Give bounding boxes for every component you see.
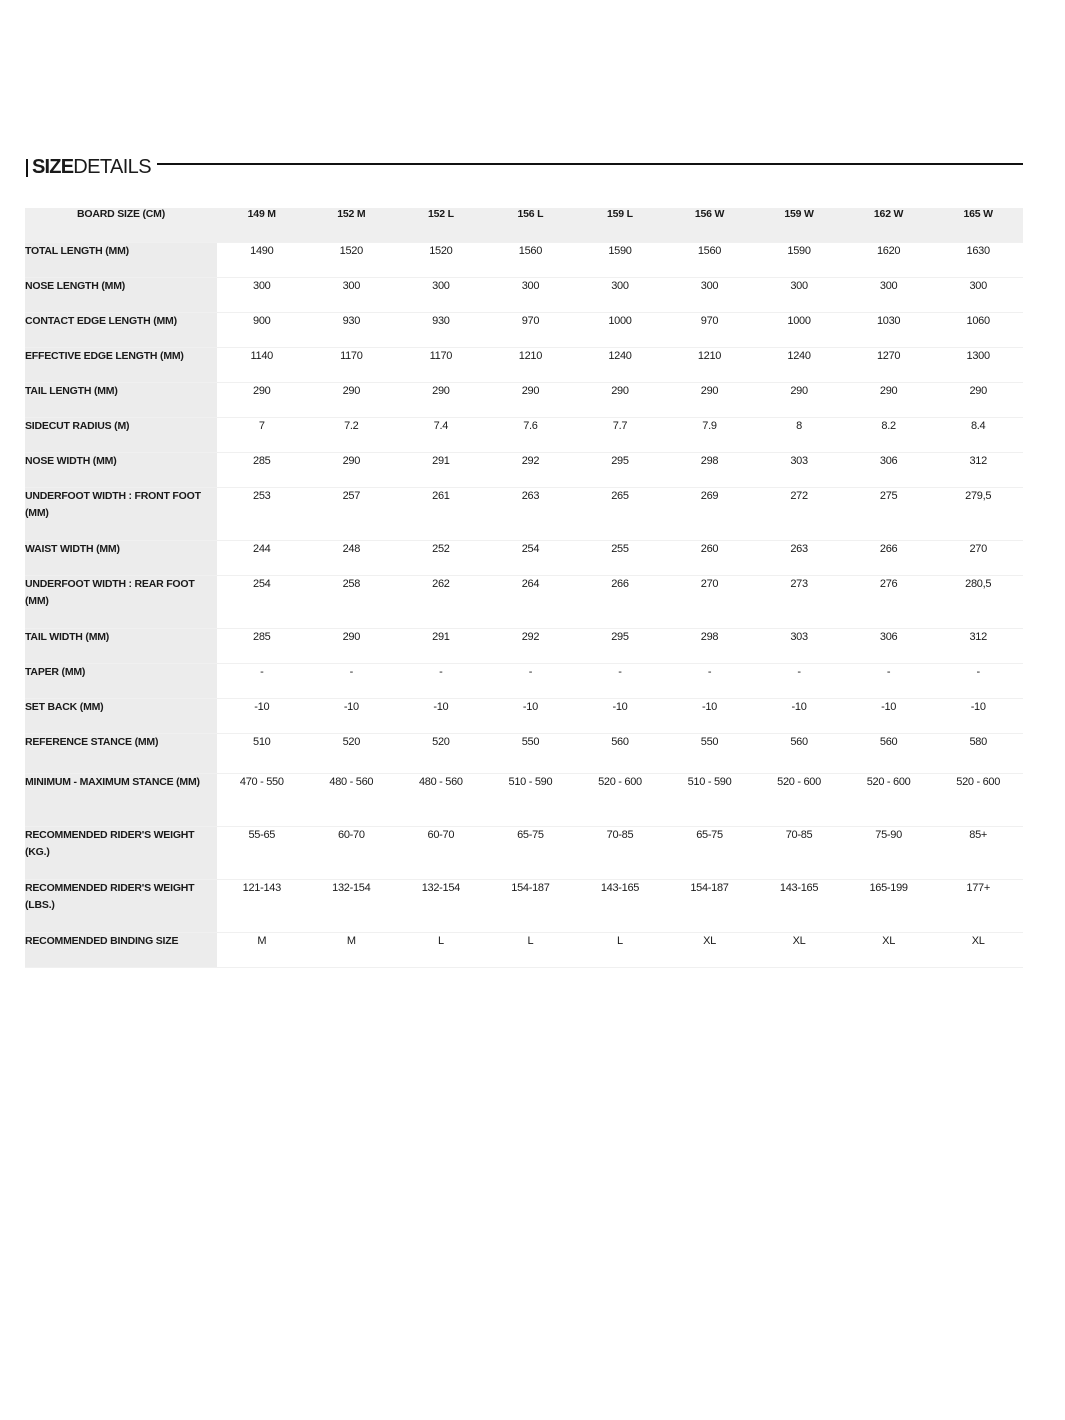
table-row [25, 774, 1023, 827]
table-cell: 265 [575, 488, 665, 541]
table-cell: 121-143 [217, 880, 307, 933]
table-cell: 290 [933, 383, 1023, 418]
table-cell: 70-85 [754, 827, 844, 880]
heading-light-text: DETAILS [73, 156, 151, 178]
column-header: 152 M [307, 208, 397, 243]
table-cell: 520 [307, 734, 397, 774]
table-cell: 1300 [933, 348, 1023, 383]
table-cell: 560 [575, 734, 665, 774]
table-cell: 303 [754, 453, 844, 488]
table-cell: M [307, 933, 397, 968]
table-row [25, 629, 1023, 664]
table-cell: 255 [575, 541, 665, 576]
table-row [25, 383, 1023, 418]
table-cell: L [575, 933, 665, 968]
table-cell: 143-165 [754, 880, 844, 933]
row-label: RECOMMENDED BINDING SIZE [25, 933, 217, 968]
table-cell: 290 [844, 383, 934, 418]
table-cell: L [396, 933, 486, 968]
table-cell: 295 [575, 453, 665, 488]
table-cell: 8 [754, 418, 844, 453]
table-cell: 290 [396, 383, 486, 418]
table-cell: 1030 [844, 313, 934, 348]
table-cell: XL [933, 933, 1023, 968]
row-label: TOTAL LENGTH (MM) [25, 243, 217, 278]
table-row [25, 699, 1023, 734]
table-cell: 7.7 [575, 418, 665, 453]
table-row [25, 278, 1023, 313]
table-cell: 7.9 [665, 418, 755, 453]
table-cell: 306 [844, 629, 934, 664]
table-cell: 970 [486, 313, 576, 348]
table-cell: - [307, 664, 397, 699]
table-cell: 273 [754, 576, 844, 629]
table-cell: 300 [665, 278, 755, 313]
row-label: UNDERFOOT WIDTH : FRONT FOOT (MM) [25, 488, 217, 541]
table-cell: 177+ [933, 880, 1023, 933]
row-label: TAIL WIDTH (MM) [25, 629, 217, 664]
table-cell: 132-154 [396, 880, 486, 933]
table-cell: 1000 [754, 313, 844, 348]
table-cell: 510 [217, 734, 307, 774]
table-cell: -10 [217, 699, 307, 734]
table-cell: 298 [665, 629, 755, 664]
table-row [25, 313, 1023, 348]
table-cell: -10 [575, 699, 665, 734]
table-cell: 290 [754, 383, 844, 418]
column-header: 159 W [754, 208, 844, 243]
heading-bold-text: SIZE [32, 156, 74, 178]
column-header: 159 L [575, 208, 665, 243]
table-cell: -10 [486, 699, 576, 734]
table-cell: 280,5 [933, 576, 1023, 629]
table-cell: 132-154 [307, 880, 397, 933]
table-cell: 270 [665, 576, 755, 629]
table-cell: 306 [844, 453, 934, 488]
row-label: RECOMMENDED RIDER'S WEIGHT (KG.) [25, 827, 217, 880]
section-heading [26, 154, 151, 180]
table-cell: 244 [217, 541, 307, 576]
table-cell: - [933, 664, 1023, 699]
table-cell: 264 [486, 576, 576, 629]
row-label: RECOMMENDED RIDER'S WEIGHT (LBS.) [25, 880, 217, 933]
table-cell: 263 [754, 541, 844, 576]
table-cell: 550 [486, 734, 576, 774]
table-cell: 1140 [217, 348, 307, 383]
table-cell: 1170 [396, 348, 486, 383]
table-cell: -10 [844, 699, 934, 734]
table-cell: 290 [307, 453, 397, 488]
table-cell: 8.2 [844, 418, 934, 453]
table-cell: - [486, 664, 576, 699]
table-cell: M [217, 933, 307, 968]
column-header: 149 M [217, 208, 307, 243]
table-cell: 300 [754, 278, 844, 313]
table-cell: 1210 [486, 348, 576, 383]
table-header-row [25, 208, 1023, 243]
table-row [25, 418, 1023, 453]
table-cell: 312 [933, 629, 1023, 664]
table-cell: 1520 [307, 243, 397, 278]
table-cell: - [575, 664, 665, 699]
table-cell: 7 [217, 418, 307, 453]
table-cell: 254 [486, 541, 576, 576]
table-cell: 520 - 600 [575, 774, 665, 827]
row-label: TAIL LENGTH (MM) [25, 383, 217, 418]
table-cell: 276 [844, 576, 934, 629]
table-cell: 254 [217, 576, 307, 629]
table-cell: 60-70 [396, 827, 486, 880]
table-cell: 258 [307, 576, 397, 629]
table-cell: XL [754, 933, 844, 968]
table-cell: 266 [844, 541, 934, 576]
table-cell: 303 [754, 629, 844, 664]
table-cell: 1560 [665, 243, 755, 278]
table-cell: 1590 [575, 243, 665, 278]
table-cell: 290 [575, 383, 665, 418]
table-cell: 257 [307, 488, 397, 541]
table-cell: 291 [396, 453, 486, 488]
row-label: WAIST WIDTH (MM) [25, 541, 217, 576]
table-corner-header: BOARD SIZE (CM) [25, 208, 217, 243]
table-cell: 520 [396, 734, 486, 774]
table-cell: 300 [396, 278, 486, 313]
table-cell: 266 [575, 576, 665, 629]
table-cell: 480 - 560 [396, 774, 486, 827]
table-cell: 75-90 [844, 827, 934, 880]
table-cell: 470 - 550 [217, 774, 307, 827]
table-row [25, 664, 1023, 699]
table-cell: 261 [396, 488, 486, 541]
column-header: 162 W [844, 208, 934, 243]
column-header: 152 L [396, 208, 486, 243]
row-label: TAPER (MM) [25, 664, 217, 699]
table-cell: 285 [217, 629, 307, 664]
table-cell: - [665, 664, 755, 699]
table-cell: 1620 [844, 243, 934, 278]
table-cell: 290 [486, 383, 576, 418]
table-cell: 291 [396, 629, 486, 664]
table-row [25, 488, 1023, 541]
table-cell: 154-187 [486, 880, 576, 933]
table-cell: 930 [307, 313, 397, 348]
column-header: 156 L [486, 208, 576, 243]
table-row [25, 348, 1023, 383]
table-cell: - [844, 664, 934, 699]
table-cell: 970 [665, 313, 755, 348]
table-cell: 253 [217, 488, 307, 541]
table-cell: -10 [665, 699, 755, 734]
table-cell: 300 [307, 278, 397, 313]
table-cell: 1000 [575, 313, 665, 348]
table-row [25, 541, 1023, 576]
table-cell: 1490 [217, 243, 307, 278]
table-cell: 292 [486, 629, 576, 664]
row-label: NOSE WIDTH (MM) [25, 453, 217, 488]
table-cell: -10 [307, 699, 397, 734]
table-cell: 900 [217, 313, 307, 348]
table-cell: 7.4 [396, 418, 486, 453]
table-cell: 510 - 590 [665, 774, 755, 827]
table-cell: L [486, 933, 576, 968]
table-cell: XL [665, 933, 755, 968]
table-cell: 300 [844, 278, 934, 313]
row-label: CONTACT EDGE LENGTH (MM) [25, 313, 217, 348]
table-cell: 260 [665, 541, 755, 576]
heading-accent-bar [26, 159, 28, 177]
table-cell: 285 [217, 453, 307, 488]
table-row [25, 453, 1023, 488]
column-header: 156 W [665, 208, 755, 243]
table-cell: 60-70 [307, 827, 397, 880]
row-label: NOSE LENGTH (MM) [25, 278, 217, 313]
table-cell: 143-165 [575, 880, 665, 933]
table-cell: 1060 [933, 313, 1023, 348]
table-cell: 580 [933, 734, 1023, 774]
table-cell: - [754, 664, 844, 699]
table-cell: 1170 [307, 348, 397, 383]
table-cell: 300 [933, 278, 1023, 313]
table-row [25, 827, 1023, 880]
table-cell: 520 - 600 [754, 774, 844, 827]
table-cell: 252 [396, 541, 486, 576]
table-cell: 7.6 [486, 418, 576, 453]
size-details-table [25, 208, 1023, 968]
table-cell: 290 [217, 383, 307, 418]
table-cell: 290 [307, 629, 397, 664]
table-cell: 85+ [933, 827, 1023, 880]
table-cell: 272 [754, 488, 844, 541]
table-cell: 295 [575, 629, 665, 664]
table-row [25, 734, 1023, 774]
table-cell: -10 [933, 699, 1023, 734]
table-cell: 1240 [754, 348, 844, 383]
table-row [25, 576, 1023, 629]
table-cell: 560 [754, 734, 844, 774]
table-cell: 1630 [933, 243, 1023, 278]
table-cell: 248 [307, 541, 397, 576]
table-cell: XL [844, 933, 934, 968]
row-label: SIDECUT RADIUS (M) [25, 418, 217, 453]
table-row [25, 243, 1023, 278]
row-label: EFFECTIVE EDGE LENGTH (MM) [25, 348, 217, 383]
table-cell: 1560 [486, 243, 576, 278]
table-cell: - [396, 664, 486, 699]
table-cell: 154-187 [665, 880, 755, 933]
table-cell: 262 [396, 576, 486, 629]
table-cell: -10 [754, 699, 844, 734]
table-cell: 298 [665, 453, 755, 488]
table-cell: 70-85 [575, 827, 665, 880]
table-cell: 1520 [396, 243, 486, 278]
table-cell: 520 - 600 [933, 774, 1023, 827]
table-cell: - [217, 664, 307, 699]
table-cell: 270 [933, 541, 1023, 576]
table-cell: 279,5 [933, 488, 1023, 541]
row-label: SET BACK (MM) [25, 699, 217, 734]
table-cell: 290 [665, 383, 755, 418]
table-cell: 510 - 590 [486, 774, 576, 827]
table-cell: 300 [217, 278, 307, 313]
table-cell: 300 [575, 278, 665, 313]
table-cell: 480 - 560 [307, 774, 397, 827]
table-cell: 292 [486, 453, 576, 488]
table-cell: 55-65 [217, 827, 307, 880]
table-cell: 520 - 600 [844, 774, 934, 827]
table-cell: 930 [396, 313, 486, 348]
heading-divider [157, 163, 1023, 165]
table-cell: 1240 [575, 348, 665, 383]
table-row [25, 880, 1023, 933]
table-cell: 1270 [844, 348, 934, 383]
table-cell: 65-75 [486, 827, 576, 880]
table-cell: 275 [844, 488, 934, 541]
table-cell: 1210 [665, 348, 755, 383]
table-cell: 269 [665, 488, 755, 541]
table-cell: 550 [665, 734, 755, 774]
row-label: MINIMUM - MAXIMUM STANCE (MM) [25, 774, 217, 827]
table-cell: 165-199 [844, 880, 934, 933]
table-cell: 7.2 [307, 418, 397, 453]
column-header: 165 W [933, 208, 1023, 243]
row-label: REFERENCE STANCE (MM) [25, 734, 217, 774]
table-cell: 290 [307, 383, 397, 418]
table-cell: 560 [844, 734, 934, 774]
row-label: UNDERFOOT WIDTH : REAR FOOT (MM) [25, 576, 217, 629]
table-cell: 263 [486, 488, 576, 541]
table-cell: 8.4 [933, 418, 1023, 453]
table-cell: 312 [933, 453, 1023, 488]
table-cell: -10 [396, 699, 486, 734]
table-cell: 300 [486, 278, 576, 313]
table-cell: 65-75 [665, 827, 755, 880]
table-cell: 1590 [754, 243, 844, 278]
table-body [25, 243, 1023, 968]
table-row [25, 933, 1023, 968]
